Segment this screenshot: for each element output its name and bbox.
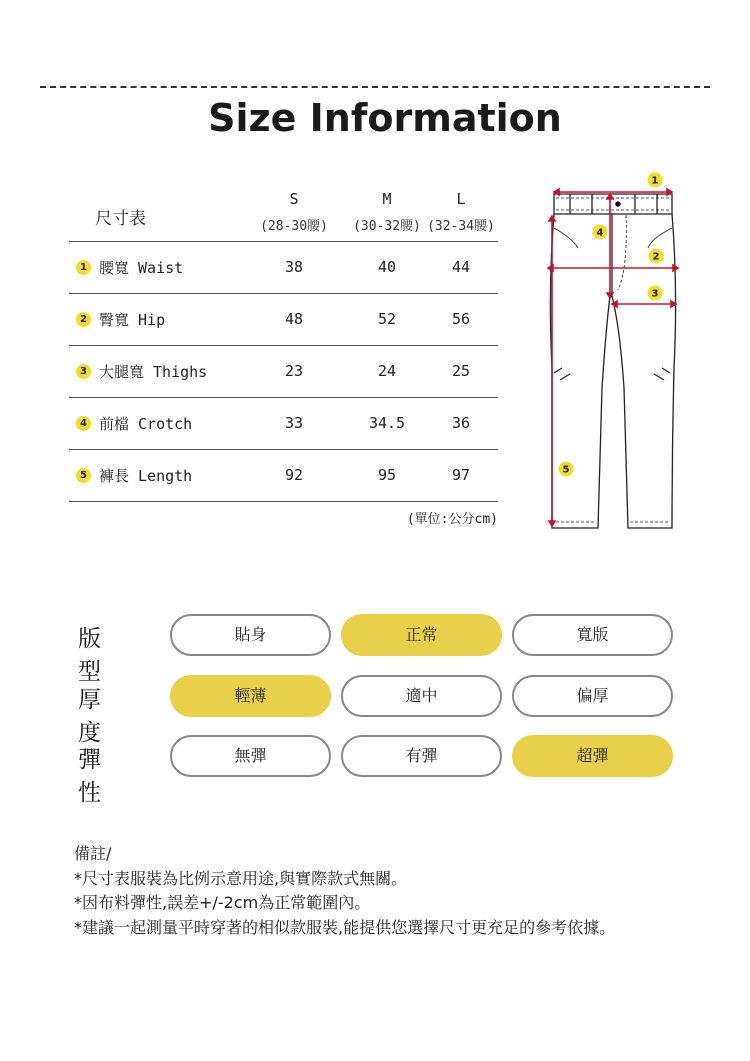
marker-4-label: 4 <box>596 227 604 239</box>
cell-value: 40 <box>377 258 397 276</box>
cell-value: 52 <box>377 310 397 328</box>
marker-2-label: 2 <box>652 251 660 263</box>
marker-3-label: 3 <box>651 288 659 300</box>
table-row <box>69 242 498 294</box>
marker-1-label: 1 <box>651 175 659 187</box>
table-row <box>69 294 498 346</box>
dashed-divider <box>40 86 710 88</box>
row-number-badge: 3 <box>76 364 91 379</box>
cell-value: 92 <box>284 466 304 484</box>
header-label: 尺寸表 <box>95 209 146 229</box>
row-label: 腰寬 Waist <box>99 259 184 277</box>
cell-value: 33 <box>284 414 304 432</box>
button-icon <box>615 201 621 207</box>
option-pill-selected: 輕薄 <box>170 675 331 717</box>
option-pill-selected: 正常 <box>341 614 502 656</box>
row-number-badge: 1 <box>76 260 91 275</box>
table-row <box>69 398 498 450</box>
table-row <box>69 346 498 398</box>
fit-label: 版型 <box>78 626 105 685</box>
row-number-badge: 2 <box>76 312 91 327</box>
pants-outline <box>550 194 675 528</box>
option-pill: 偏厚 <box>512 675 673 717</box>
cell-value: 44 <box>451 258 471 276</box>
size-m-range: (30-32腰) <box>353 219 421 234</box>
size-s-range: (28-30腰) <box>260 219 328 234</box>
option-pill: 無彈 <box>170 735 331 777</box>
cell-value: 24 <box>377 362 397 380</box>
table-row <box>69 450 498 502</box>
cell-value: 97 <box>451 466 471 484</box>
row-label: 褲長 Length <box>99 467 193 485</box>
size-s: S <box>289 190 299 208</box>
notes-heading: 備註/ <box>74 844 112 863</box>
cell-value: 36 <box>451 414 471 432</box>
cell-value: 23 <box>284 362 304 380</box>
measure-markers <box>559 173 664 477</box>
row-number-badge: 4 <box>76 416 91 431</box>
cell-value: 48 <box>284 310 304 328</box>
option-pill: 寬版 <box>512 614 673 656</box>
page-title: Size Information <box>208 96 562 140</box>
option-pill-selected: 超彈 <box>512 735 673 777</box>
cell-value: 56 <box>451 310 471 328</box>
fit-label: 厚度 <box>78 687 105 746</box>
marker-5-label: 5 <box>562 464 570 476</box>
row-number-badge: 5 <box>76 468 91 483</box>
cell-value: 95 <box>377 466 397 484</box>
size-table <box>69 186 498 526</box>
note-line: *因布料彈性,誤差+/-2cm為正常範圍內。 <box>74 893 371 912</box>
note-line: *尺寸表服裝為比例示意用途,與實際款式無關。 <box>74 868 408 888</box>
size-l: L <box>456 190 466 208</box>
row-label: 前檔 Crotch <box>99 415 193 433</box>
notes-section <box>74 842 615 940</box>
fit-label: 彈性 <box>78 747 105 806</box>
cell-value: 38 <box>284 258 304 276</box>
option-pill: 貼身 <box>170 614 331 656</box>
unit-note: (單位:公分cm) <box>406 512 498 527</box>
pants-diagram <box>540 168 690 538</box>
row-label: 大腿寬 Thighs <box>99 363 208 381</box>
option-pill: 有彈 <box>341 735 502 777</box>
option-pill: 適中 <box>341 675 502 717</box>
size-m: M <box>382 190 392 208</box>
note-line: *建議一起測量平時穿著的相似款服裝,能提供您選擇尺寸更充足的參考依據。 <box>74 917 616 937</box>
size-l-range: (32-34腰) <box>427 219 495 234</box>
row-label: 臀寬 Hip <box>99 311 166 329</box>
table-header <box>69 186 498 242</box>
cell-value: 25 <box>451 362 471 380</box>
cell-value: 34.5 <box>368 414 406 432</box>
